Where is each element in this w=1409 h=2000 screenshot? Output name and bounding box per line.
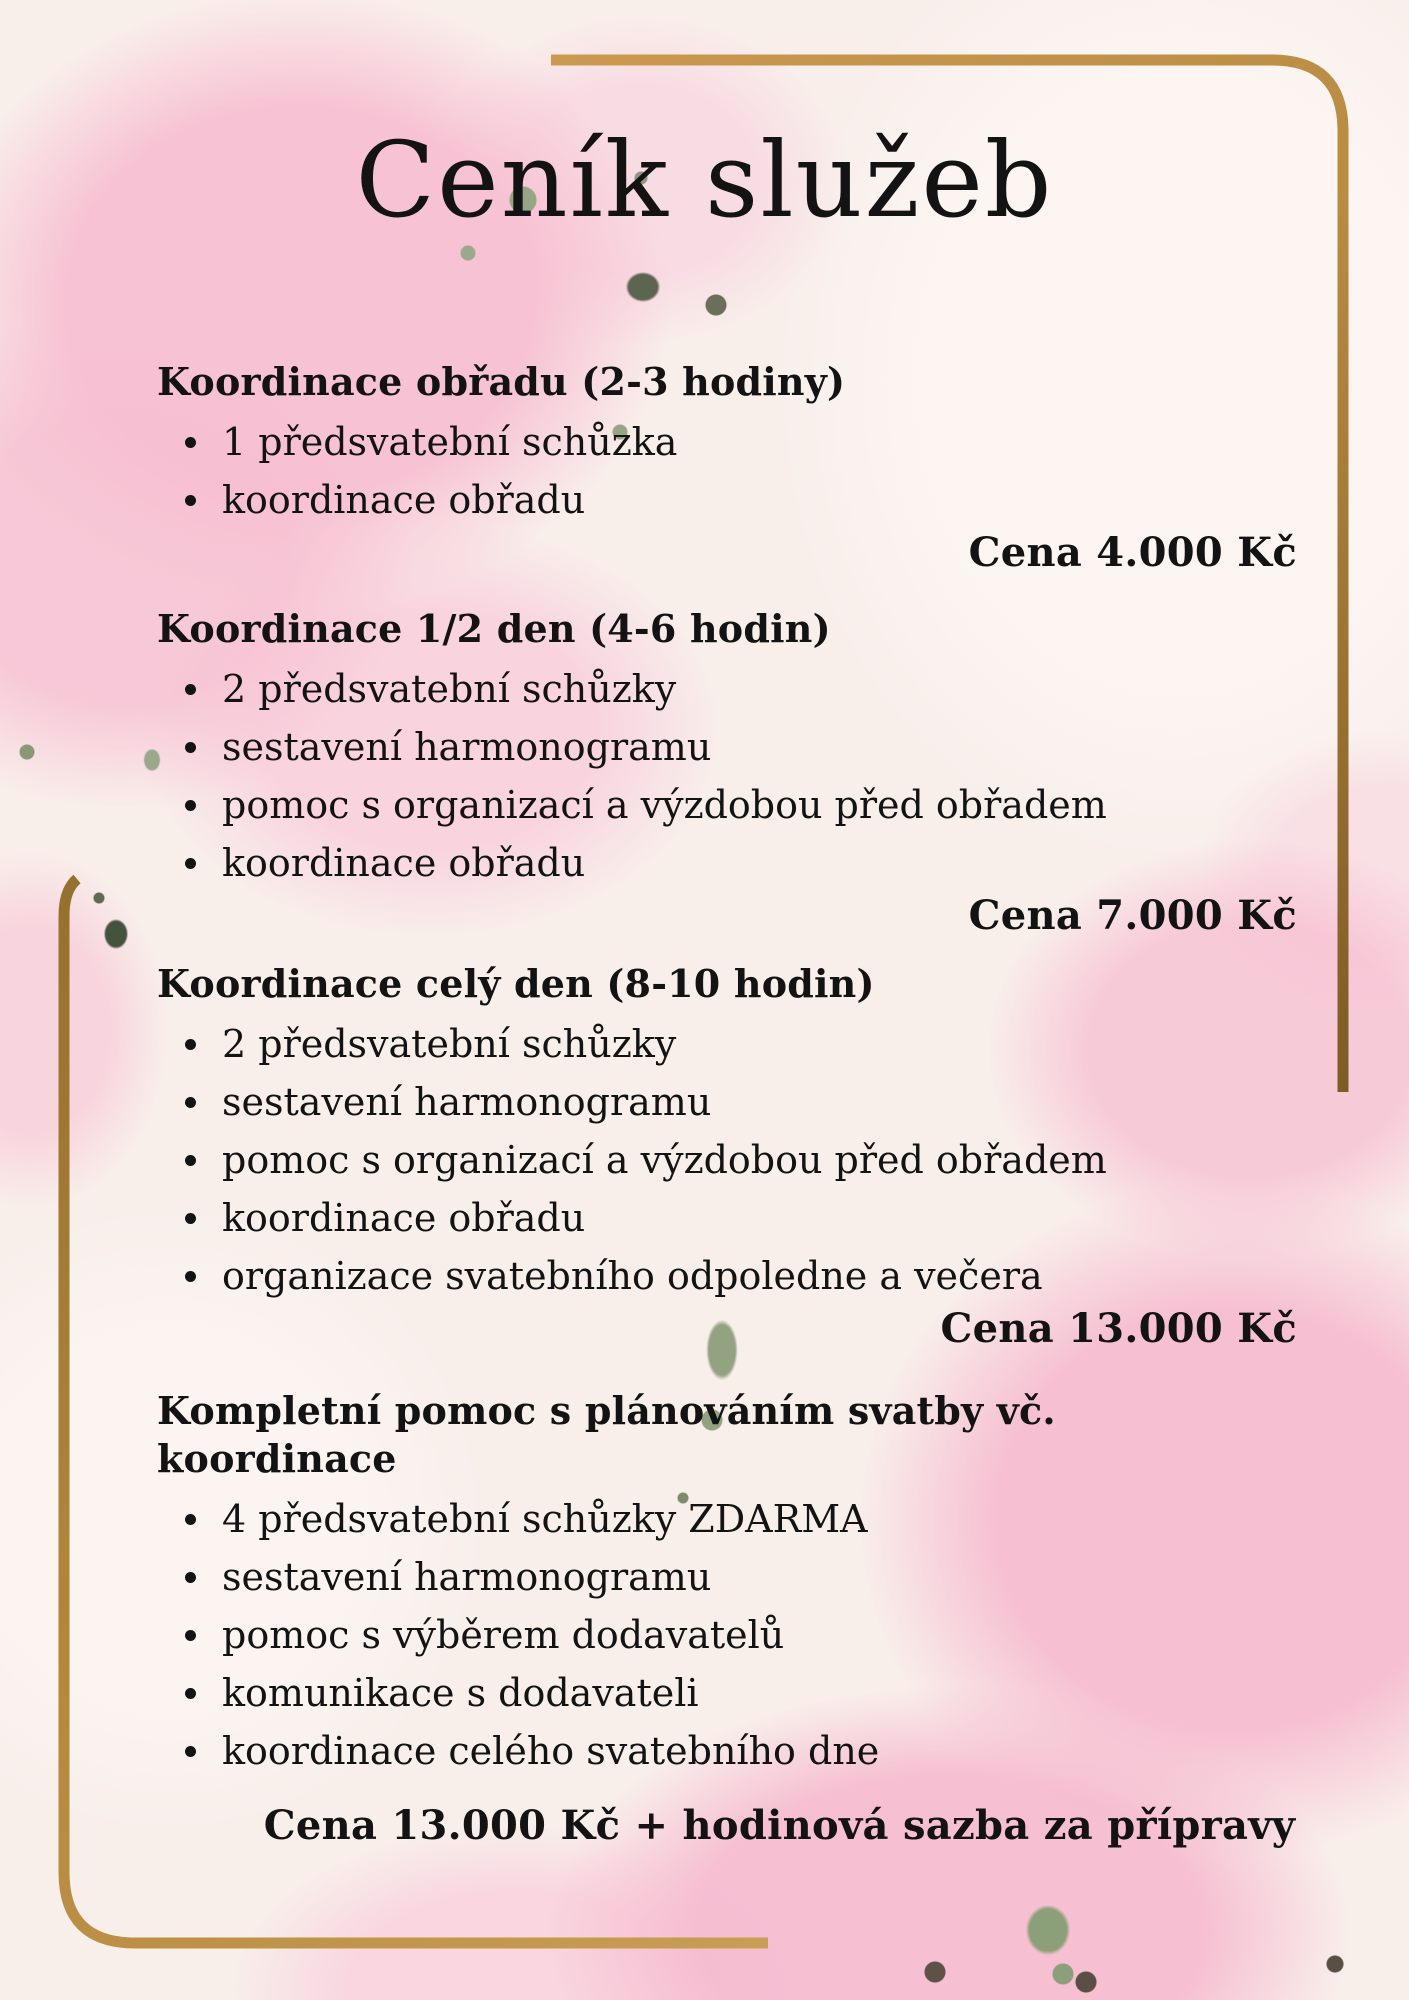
list-item: 2 předsvatební schůzky xyxy=(157,1015,1297,1073)
section-koordinace-cely-den xyxy=(157,960,1297,1353)
list-item: komunikace s dodavateli xyxy=(157,1664,1297,1722)
section-heading: Koordinace celý den (8-10 hodin) xyxy=(157,961,875,1006)
list-item: 1 předsvatební schůzka xyxy=(157,413,1297,471)
list-item: koordinace obřadu xyxy=(157,834,1297,892)
price-label: Cena 4.000 Kč xyxy=(968,529,1297,576)
section-heading: Koordinace 1/2 den (4-6 hodin) xyxy=(157,606,831,651)
list-item: organizace svatebního odpoledne a večera xyxy=(157,1247,1297,1305)
bullet-list xyxy=(157,1015,1297,1305)
bullet-list xyxy=(157,660,1297,892)
list-item: koordinace obřadu xyxy=(157,1189,1297,1247)
page-title: Ceník služeb xyxy=(355,119,1054,241)
section-kompletni-pomoc xyxy=(157,1387,1297,1850)
price-label: Cena 13.000 Kč xyxy=(940,1305,1297,1352)
bullet-list xyxy=(157,1490,1297,1780)
list-item: sestavení harmonogramu xyxy=(157,1548,1297,1606)
list-item: koordinace celého svatebního dne xyxy=(157,1722,1297,1780)
price-label: Cena 7.000 Kč xyxy=(968,892,1297,939)
section-koordinace-pul-den xyxy=(157,605,1297,940)
list-item: 4 předsvatební schůzky ZDARMA xyxy=(157,1490,1297,1548)
list-item: sestavení harmonogramu xyxy=(157,718,1297,776)
bullet-list xyxy=(157,413,1297,529)
section-heading: Kompletní pomoc s plánováním svatby vč. koordinace xyxy=(157,1388,1056,1481)
list-item: 2 předsvatební schůzky xyxy=(157,660,1297,718)
list-item: pomoc s organizací a výzdobou před obřadem xyxy=(157,1131,1297,1189)
list-item: pomoc s výběrem dodavatelů xyxy=(157,1606,1297,1664)
list-item: koordinace obřadu xyxy=(157,471,1297,529)
price-label: Cena 13.000 Kč + hodinová sazba za přípravy xyxy=(263,1802,1296,1849)
list-item: pomoc s organizací a výzdobou před obřadem xyxy=(157,776,1297,834)
list-item: sestavení harmonogramu xyxy=(157,1073,1297,1131)
section-heading: Koordinace obřadu (2-3 hodiny) xyxy=(157,359,846,404)
section-koordinace-obradu xyxy=(157,358,1297,577)
